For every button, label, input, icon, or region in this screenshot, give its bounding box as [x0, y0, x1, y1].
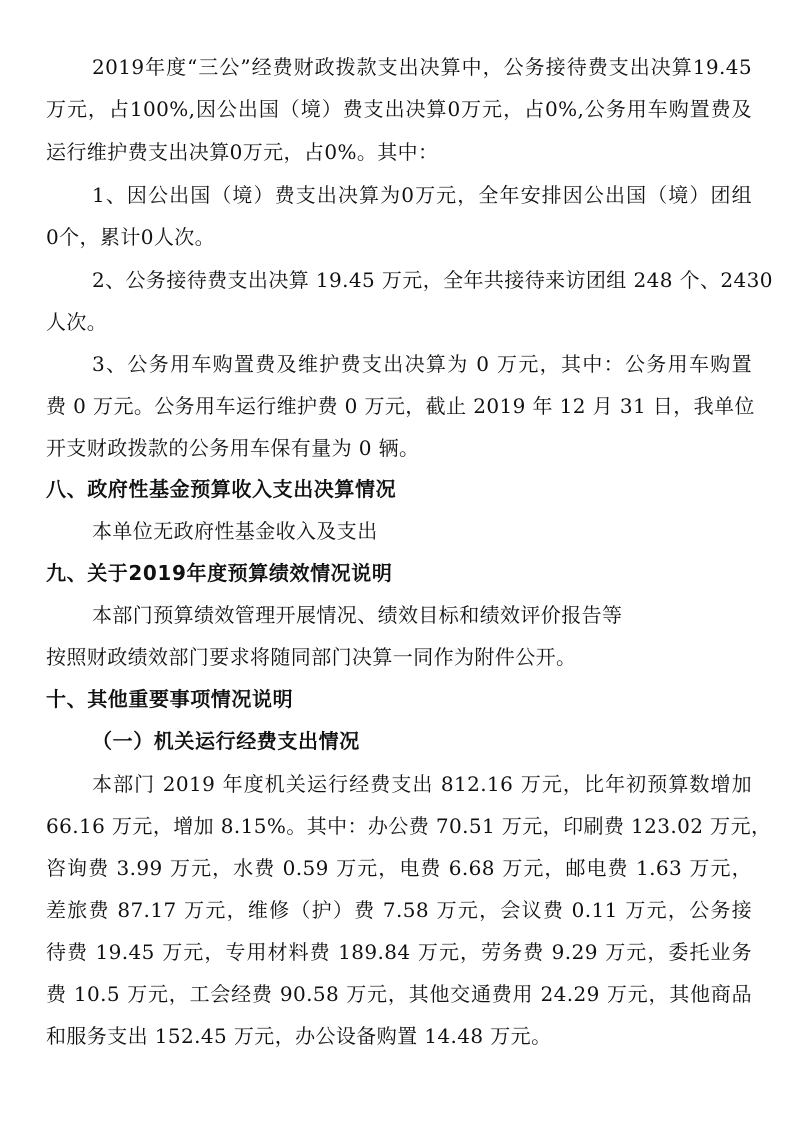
section-heading-9: 九、关于2019年度预算绩效情况说明 — [46, 561, 393, 585]
section-heading-10: 十、其他重要事项情况说明 — [46, 687, 294, 711]
operating-expense-line-2: 66.16 万元，增加 8.15%。其中：办公费 70.51 万元，印刷费 123.02 万元， — [46, 814, 772, 838]
section-9-body-line-1: 本部门预算绩效管理开展情况、绩效目标和绩效评价报告等 — [92, 603, 623, 627]
item-2-line-1: 2、公务接待费支出决算 19.45 万元，全年共接待来访团组 248 个、2430 — [92, 268, 773, 292]
operating-expense-line-1: 本部门 2019 年度机关运行经费支出 812.16 万元，比年初预算数增加 — [92, 772, 752, 796]
item-1-line-2: 0个，累计0人次。 — [46, 225, 216, 249]
item-2-line-2: 人次。 — [46, 310, 108, 334]
operating-expense-line-3: 咨询费 3.99 万元，水费 0.59 万元，电费 6.68 万元，邮电费 1.63 万元， — [46, 856, 752, 880]
operating-expense-line-6: 费 10.5 万元，工会经费 90.58 万元，其他交通费用 24.29 万元，其他商品 — [46, 982, 752, 1006]
item-1-line-1: 1、因公出国（境）费支出决算为0万元，全年安排因公出国（境）团组 — [92, 183, 752, 207]
operating-expense-line-5: 待费 19.45 万元，专用材料费 189.84 万元，劳务费 9.29 万元，委托业务 — [46, 940, 752, 964]
paragraph-sanggong-summary-line-2: 万元，占100%,因公出国（境）费支出决算0万元，占0%,公务用车购置费及 — [46, 97, 752, 121]
item-3-line-1: 3、公务用车购置费及维护费支出决算为 0 万元，其中：公务用车购置 — [92, 352, 752, 376]
section-heading-8: 八、政府性基金预算收入支出决算情况 — [46, 477, 397, 501]
item-3-line-3: 开支财政拨款的公务用车保有量为 0 辆。 — [46, 436, 420, 460]
paragraph-sanggong-summary-line-1: 2019年度“三公”经费财政拨款支出决算中，公务接待费支出决算19.45 — [92, 55, 752, 79]
section-8-body: 本单位无政府性基金收入及支出 — [92, 519, 378, 543]
item-3-line-2: 费 0 万元。公务用车运行维护费 0 万元，截止 2019 年 12 月 31 日，我单位 — [46, 394, 755, 418]
section-9-body-line-2: 按照财政绩效部门要求将随同部门决算一同作为附件公开。 — [46, 645, 577, 669]
operating-expense-line-4: 差旅费 87.17 万元，维修（护）费 7.58 万元，会议费 0.11 万元，公务接 — [46, 898, 752, 922]
operating-expense-line-7: 和服务支出 152.45 万元，办公设备购置 14.48 万元。 — [46, 1024, 552, 1048]
paragraph-sanggong-summary-line-3: 运行维护费支出决算0万元，占0%。其中： — [46, 140, 439, 164]
subsection-heading-1: （一）机关运行经费支出情况 — [92, 729, 360, 753]
